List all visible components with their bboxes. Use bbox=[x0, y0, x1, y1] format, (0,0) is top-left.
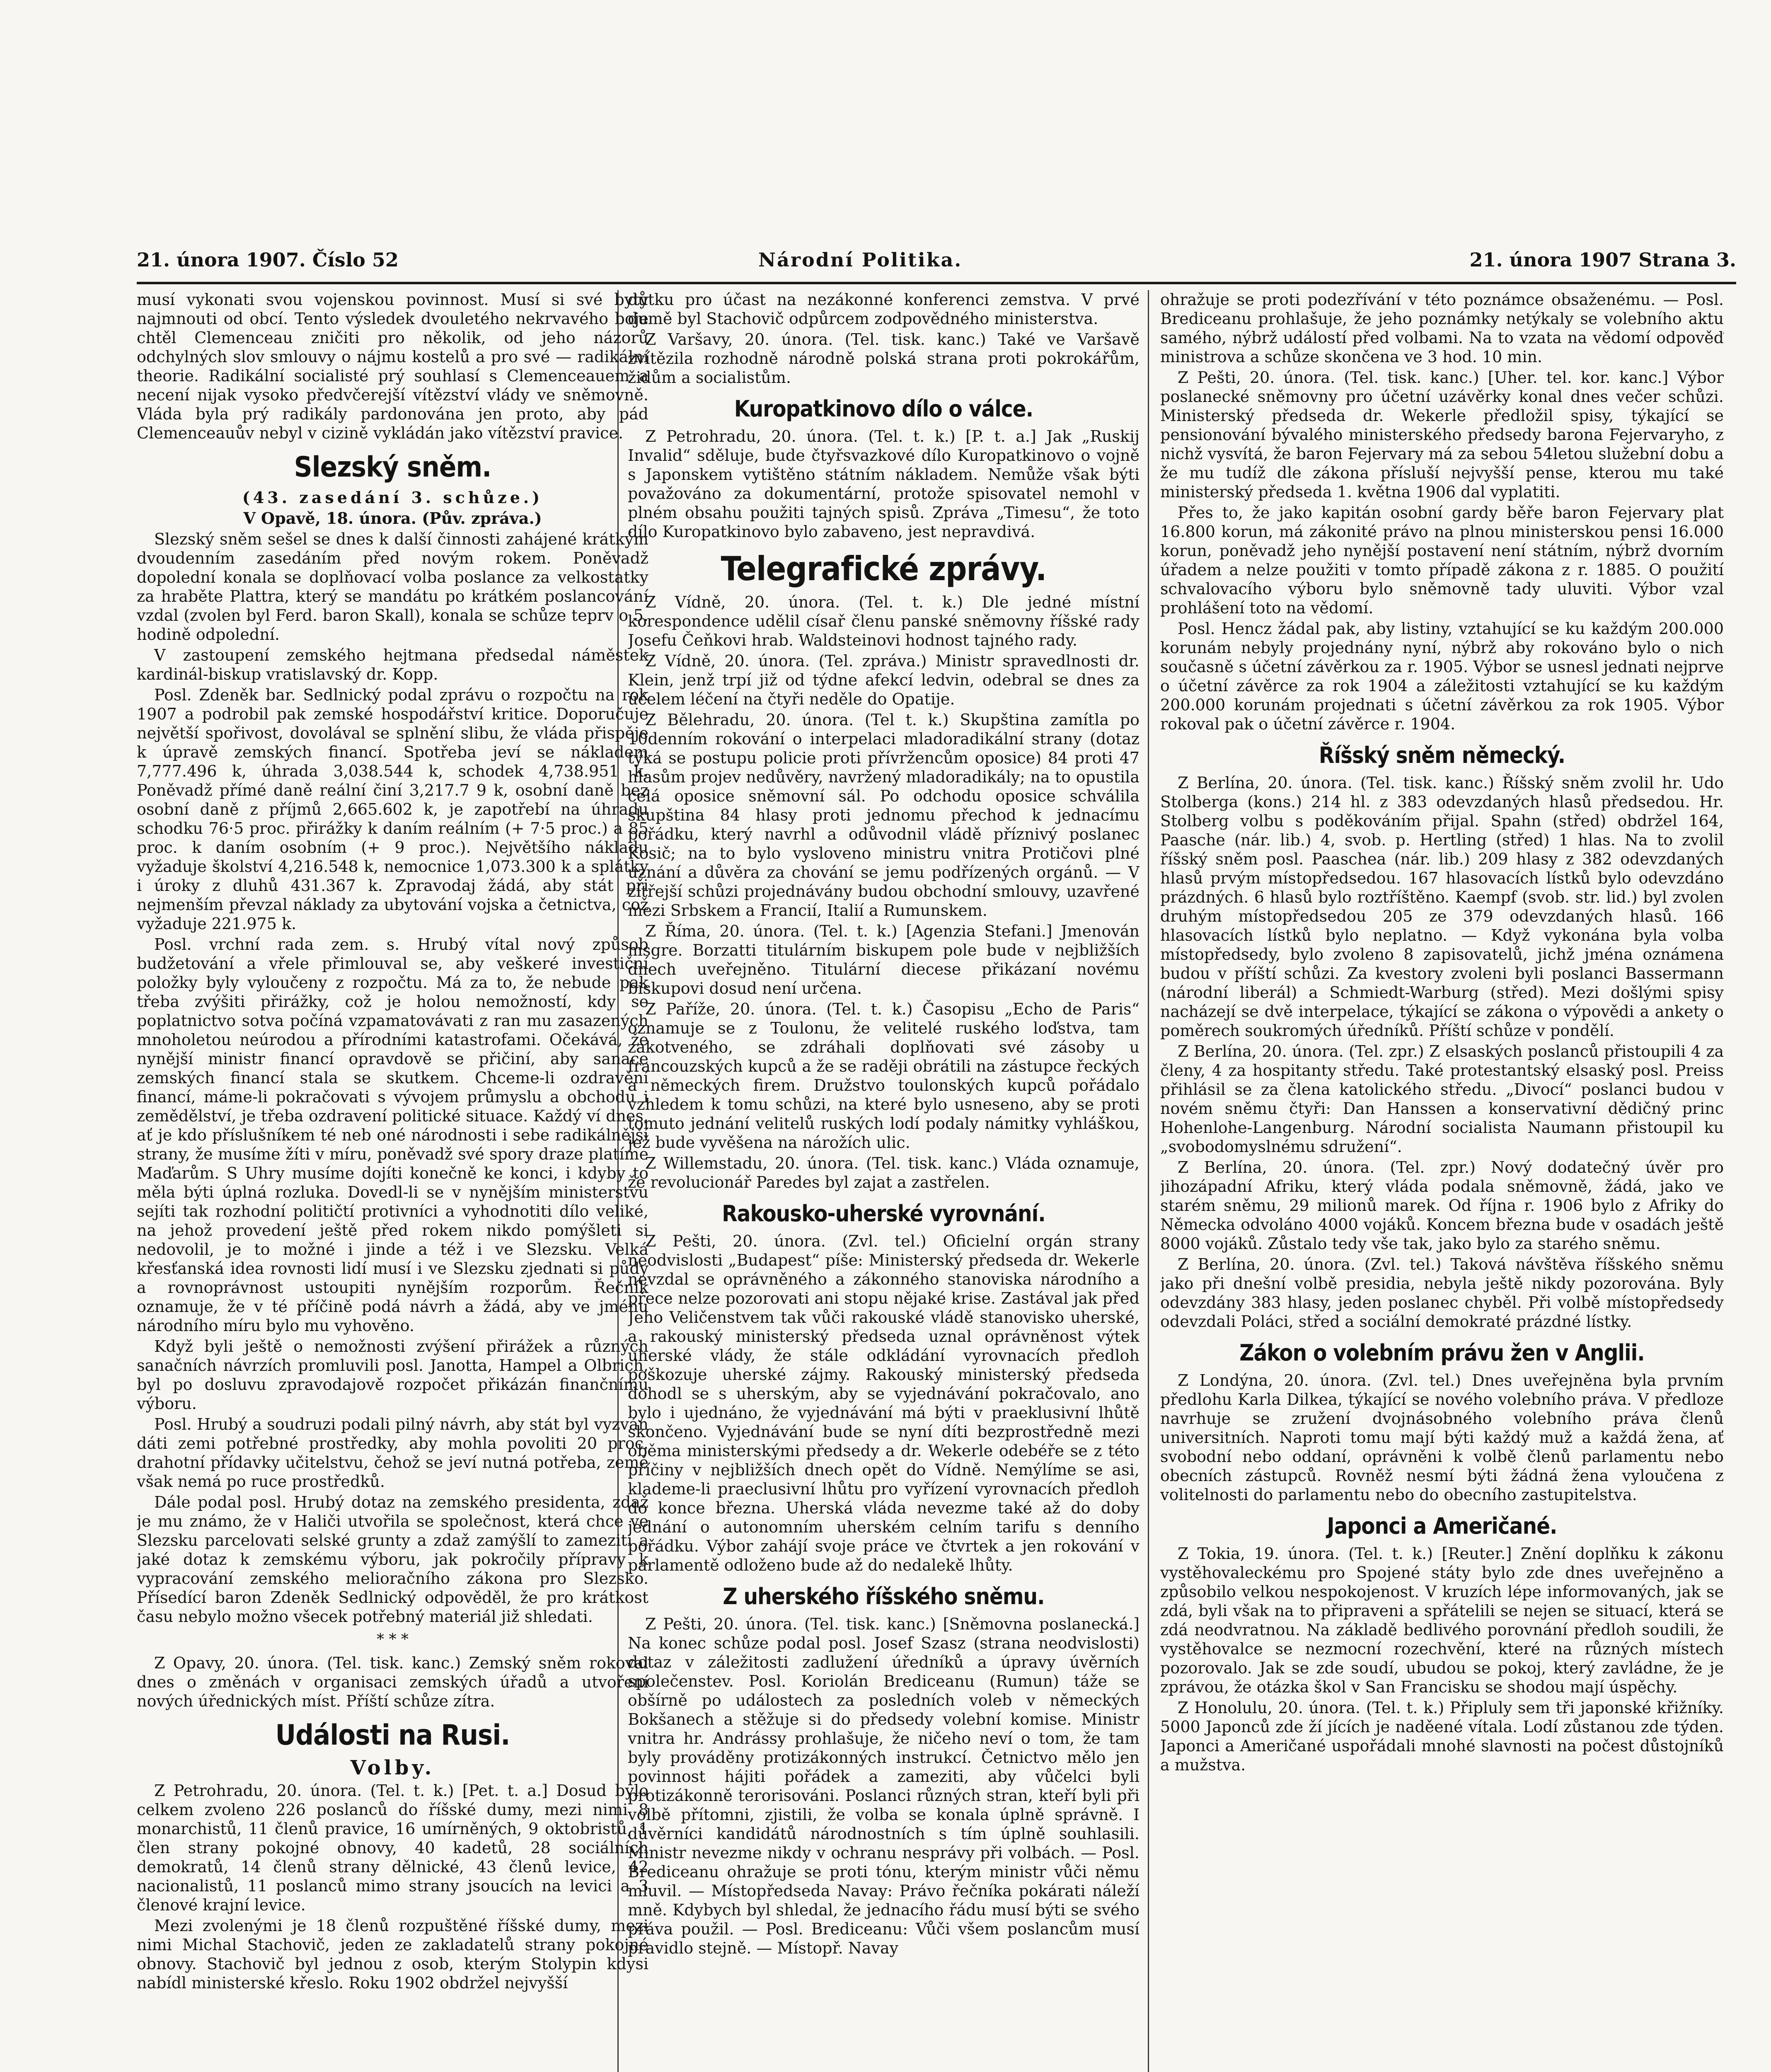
dateline: V Opavě, 18. února. (Pův. zpráva.) bbox=[243, 509, 542, 528]
article-paragraph: Z Vídně, 20. února. (Tel. zpráva.) Ministr spravedlnosti dr. Klein, jenž trpí již od týdne afekcí ledvin, odebral se dnes za účelem léčení na čtyři neděle do Opatije. bbox=[628, 652, 1140, 708]
article-paragraph: Mezi zvolenými je 18 členů rozpuštěné říšské dumy, mezi nimi Michal Stachovič, jeden ze zakladatelů strany pokojné obnovy. Stachovič byl jednou z osob, kterým Stolypin kdysi nabídl ministerské křeslo. Roku 1902 obdržel nejvyšší bbox=[137, 1917, 648, 1992]
page-header bbox=[137, 249, 1736, 274]
article-paragraph: Z Vídně, 20. února. (Tel. t. k.) Dle jedné místní korespondence udělil císař členu panské sněmovny říšské rady Josefu Čeňkovi hrab. Waldsteinovi hodnost tajného rady. bbox=[628, 593, 1140, 649]
article-paragraph: Z Pešti, 20. února. (Tel. tisk. kanc.) [Sněmovna poslanecká.] Na konec schůze podal posl. Josef Szasz (strana neodvislosti) dotaz v záležitosti zadlužení úředníků a úpravy úvěrních společenstev. Posl. Koriolán Brediceanu (Rumun) táže se obšírně po událostech za posledních voleb v německých Bokšanech a stěžuje si do předsedy volební komise. Ministr vnitra hr. Andrássy prohlašuje, že ničeho neví o tom, že tam byly prováděny protizákonných instrukcí. Četnictvo mělo jen povinnost hájiti pořádek a zameziti, aby vůčelci byli protizákonně terorisováni. Poslanci různých stran, kteří byli při volbě přítomni, zjistili, že volba se konala úplně správně. I důvěrníci kandidátů národnostních s tím úplně souhlasili. Ministr nevezme nikdy v ochranu nesprávy při volbách. — Posl. Brediceanu ohražuje se proti tónu, kterým ministr vůči němu mluvil. — Místopředseda Navay: Právo řečníka pokárati náleží mně. Kdybych byl shledal, že jednacího řádu musí býti se svého práva použil. — Posl. Brediceanu: Vůči všem poslancům musí pravidlo stejně. — Místopř. Navay bbox=[628, 1615, 1140, 1957]
section-heading-udalosti-na-rusi: Události na Rusi. bbox=[275, 1719, 510, 1752]
article-paragraph: Z Londýna, 20. února. (Zvl. tel.) Dnes uveřejněna byla prvním předlohu Karla Dilkea, týkající se nového volebního práva. V předloze navrhuje se zružení dvojnásobného volebního práva členů universitních. Naproti tomu mají býti každý muž a každá žena, ať svobodní nebo oddaní, oprávněni k volbě členů parlamentu nebo obecních zástupců. Rovněž nesmí býti žádná žena vyloučena z volitelnosti do parlamentu nebo do obecního zastupitelstva. bbox=[1160, 1371, 1724, 1504]
section-heading-zakon-o-volebnim-pravu-zen: Zákon o volebním právu žen v Anglii. bbox=[1239, 1340, 1645, 1366]
section-heading-risky-snem-nemecky: Říšský sněm německý. bbox=[1319, 742, 1565, 768]
article-paragraph: Z Berlína, 20. února. (Tel. tisk. kanc.) Říšský sněm zvolil hr. Udo Stolberga (kons.) 214 hl. z 383 odevzdaných hlasů předsedou. Hr. Stolberg volbu s poděkováním přijal. Spahn (střed) obdržel 164, Paasche (nár. lib.) 4, svob. p. Hertling (střed) 1 hlas. Na to zvolil říšský sněm posl. Paaschea (nár. lib.) 209 hlasy z 382 odevzdaných hlasů prvým místopředsedou. 167 hlasovacích lístků bylo odevzdáno prázdných. 6 hlasů bylo roztříštěno. Kaempf (svob. str. lid.) byl zvolen druhým místopředsedou 205 ze 379 odevzdaných hlasů. 166 hlasovacích lístků bylo neplatno. — Když vykonána byla volba místopředsedy, bylo zvoleno 8 zapisovatelů, jichž jména oznámena budou v příští schůzi. Za kvestory zvoleni byli poslanci Bassermann (národní liberál) a Schmiedt-Warburg (střed). Mezi došlými spisy nacházejí se dvě interpelace, týkající se zákona o výpovědi a ankety o poměrech soukromých úředníků. Příští schůze v pondělí. bbox=[1160, 774, 1724, 1040]
column-1 bbox=[137, 290, 648, 2072]
article-paragraph: musí vykonati svou vojenskou povinnost. Musí si své byty najmnouti od obcí. Tento výsledek dvouletého nekrvavého boje chtěl Clemenceau zničiti pro několik, od jeho názorů odchylných slov smlouvy o nájmu kostelů a pro své — radikální theorie. Radikální socialisté prý souhlasí s Clemenceauem a necení nijak vysoko předvčerejší vítězství vlády ve sněmovně. Vláda byla prý radikály pardonována jen proto, aby pád Clemenceauův nebyl v cizině vykládán jako vítězství pravice. bbox=[137, 290, 648, 442]
header-date-page: 21. února 1907 Strana 3. bbox=[1469, 249, 1736, 271]
header-rule bbox=[137, 282, 1736, 284]
column-3 bbox=[1160, 290, 1724, 2072]
article-paragraph: ohražuje se proti podezřívání v této poznámce obsaženému. — Posl. Brediceanu prohlašuje, že jeho poznámky netýkaly se volebního aktu samého, nýbrž událostí před volbami. Na to vzata na vědomí odpověď ministrova a schůze skončena ve 3 hod. 10 min. bbox=[1160, 290, 1724, 366]
article-paragraph: Z Willemstadu, 20. února. (Tel. tisk. kanc.) Vláda oznamuje, že revolucionář Paredes byl zajat a zastřelen. bbox=[628, 1154, 1140, 1191]
article-paragraph: Z Berlína, 20. února. (Zvl. tel.) Taková návštěva říšského sněmu jako při dnešní volbě presidia, nebyla ještě nikdy pozorována. Byly odevzdány 383 hlasy, jeden poslanec chyběl. Při volbě místopředsedy odevzdali Poláci, střed a sociální demokraté prázdné lístky. bbox=[1160, 1255, 1724, 1331]
article-paragraph: Z Varšavy, 20. února. (Tel. tisk. kanc.) Také ve Varšavě zvítězila rozhodně národně polská strana proti pokrokářům, židům a socialistům. bbox=[628, 330, 1140, 387]
article-paragraph: Z Honolulu, 20. února. (Tel. t. k.) Připluly sem tři japonské křižníky. 5000 Japonců zde ží jících je naděené vítala. Lodí zůstanou zde týden. Japonci a Američané uspořádali mnohé slavnosti na počest důstojníků a mužstva. bbox=[1160, 1699, 1724, 1774]
article-paragraph: Z Opavy, 20. února. (Tel. tisk. kanc.) Zemský sněm rokoval dnes o změnách v organisaci zemských úřadů a utvoření nových úřednických míst. Příští schůze zítra. bbox=[137, 1654, 648, 1710]
article-paragraph: Posl. vrchní rada zem. s. Hrubý vítal nový způsob budžetování a vřele přimlouval se, aby veškeré investiční položky byly vyloučeny z rozpočtu. Má za to, že nebude pak třeba zvýšiti přirážky, což je holou nemožností, kdy se poplatnictvo sotva počíná vzpamatovávati z ran mu zasazených mnoholetou neúrodou a přírodními katastrofami. Očekává, že nynější ministr financí opravdově se přičiní, aby sanace zemských financí stala se skutkem. Chceme-li ozdravění financí, máme-li pokračovati s vývojem průmyslu a obchodu i zemědělství, je třeba ozdravení politické situace. Každý ví dnes, ať je kdo příslušníkem té neb oné národnosti i sebe radikálnější strany, že musíme žíti v míru, poněvadž své spory draze platíme Maďarům. S Uhry musíme dojíti konečně ke konci, i kdyby to měla býti úplná rozluka. Dovedl-li se v nynějším ministerstvu sejíti tak rozhodní političtí protivníci a vyhodnotiti dílo veliké, na jehož provedení ještě před rokem nikdo pomýšleti si nedovolil, je to možné i jinde a též i ve Slezsku. Velká křesťanská idea rovnosti lidí musí i ve Slezsku zjednati si půdy a rovnoprávnost ustoupiti nynějším rozporům. Řečník oznamuje, že v té příčině podá návrh a žádá, aby ve jménu národního míru bylo mu vyhověno. bbox=[137, 935, 648, 1335]
header-date-issue: 21. února 1907. Číslo 52 bbox=[137, 249, 399, 271]
section-separator-stars: * * * bbox=[377, 1631, 409, 1648]
article-paragraph: Když byli ještě o nemožnosti zvýšení přirážek a různých sanačních návrzích promluvili posl. Janotta, Hampel a Olbrich, byl po dosluvu zpravodajově rozpočet přikázán finančnímu výboru. bbox=[137, 1337, 648, 1413]
article-paragraph: Dále podal posl. Hrubý dotaz na zemského presidenta, zdaž je mu známo, že v Haliči utvořila se společnost, která chce ve Slezsku parcelovati selské grunty a zdaž zamýšlí to zameziti a jaké dotaz k zemskému výboru, jak pokročily přípravy k vypracování zemského melioračního zákona pro Slezsko. Přísedící baron Zdeněk Sedlnický odpověděl, že pro krátkost času nebylo možno všecek potřebný materiál již shledati. bbox=[137, 1493, 648, 1626]
section-heading-slezsky-snem: Slezský sněm. bbox=[294, 451, 491, 484]
article-paragraph: důtku pro účast na nezákonné konferenci zemstva. V prvé dumě byl Stachovič odpůrcem zodpovědného ministerstva. bbox=[628, 290, 1140, 328]
article-paragraph: Z Tokia, 19. února. (Tel. t. k.) [Reuter.] Znění doplňku k zákonu vystěhovaleckému pro Spojené státy bylo zde dnes uveřejněno a způsobilo velkou nespokojenost. V kruzích lépe informovaných, jak se zdá, byli však na to připraveni a spřátelili se nejen se situací, která se zdá neodvratnou. Na základě bedlivého porovnání předloh soudili, že vystěhovalce se nezmocní rozechvění, které na různých místech pozorovalo. Jak se zde soudí, ubudou se pokoj, který zavládne, že je zprávou, že otázka škol v San Francisku se shodou mají úspěchy. bbox=[1160, 1544, 1724, 1696]
article-paragraph: Z Berlína, 20. února. (Tel. zpr.) Z elsaských poslanců přistoupili 4 za členy, 4 za hospitanty středu. Také protestantský elsaský posl. Preiss přihlásil se za člena katolického středu. „Divocí“ poslanci budou v novém sněmu čtyři: Dan Hanssen a konservativní dědičný princ Hohenlohe-Langenburg. Národní socialista Naumann přistoupil ku „svobodomyslnému sdružení“. bbox=[1160, 1042, 1724, 1156]
session-subheading: (43. zasedání 3. schůze.) bbox=[242, 488, 543, 507]
article-paragraph: Posl. Zdeněk bar. Sedlnický podal zprávu o rozpočtu na rok 1907 a podrobil pak zemské hospodářství kritice. Doporučuje největší spořivost, dovolával se splnění slibu, že vláda přispěje k úpravě zemských financí. Spotřeba jeví se nákladem 7,777.496 k, úhrada 3,038.544 k, schodek 4,738.951 k. Poněvadž přímé daně reální činí 3,217.7 9 k, osobní daně bez osobní daně z příjmů 2,665.602 k, je zapotřebí na úhradu schodku 76·5 proc. přirážky k daním reálním (+ 7·5 proc.) a 85 proc. k daním osobním (+ 9 proc.). Největšího nákladu vyžaduje školství 4,216.548 k, nemocnice 1,073.300 k a splátky i úroky z dluhů 431.367 k. Zpravodaj žádá, aby stát při nejmenším převzal náklady za ubytování vojska a četnictva, což vyžaduje 221.975 k. bbox=[137, 686, 648, 933]
article-paragraph: V zastoupení zemského hejtmana předsedal náměstek kardinál-biskup vratislavský dr. Kopp. bbox=[137, 646, 648, 683]
article-paragraph: Slezský sněm sešel se dnes k další činnosti zahájené krátkým dvoudenním zasedáním před novým rokem. Poněvadž dopolední konala se doplňovací volba poslance za velkostatky za hraběte Plattra, který se mandátu po krátkém poslancování vzdal (zvolen byl Ferd. baron Skall), konala se schůze teprv o 5. hodině odpolední. bbox=[137, 530, 648, 644]
article-paragraph: Z Říma, 20. února. (Tel. t. k.) [Agenzia Stefani.] Jmenován msgre. Borzatti titulárním biskupem pole bude v nejbližších dnech uveřejněno. Titulární diecese přikázaní novému biskupovi dosud není určena. bbox=[628, 922, 1140, 997]
section-heading-rakousko-uherske-vyrovnani: Rakousko-uherské vyrovnání. bbox=[722, 1201, 1045, 1227]
section-heading-kuropatkin: Kuropatkinovo dílo o válce. bbox=[734, 396, 1033, 422]
section-heading-uhersky-snem: Z uherského říšského sněmu. bbox=[723, 1583, 1045, 1610]
article-paragraph: Z Petrohradu, 20. února. (Tel. t. k.) [P. t. a.] Jak „Ruskij Invalid“ sděluje, bude čtyřsvazkové dílo Kuropatkinovo o vojně s Japonskem vytištěno státním nákladem. Nemůže však býti považováno za dokumentární, protože spisovatel nemohl v plném obsahu použiti tajných spisů. Zpráva „Timesu“, že toto dílo Kuropatkinovo bylo zabaveno, jest nepravdivá. bbox=[628, 427, 1140, 541]
section-heading-telegraficke-zpravy: Telegrafické zprávy. bbox=[721, 549, 1047, 588]
column-2 bbox=[628, 290, 1140, 2072]
header-masthead: Národní Politika. bbox=[758, 249, 963, 271]
subheading-volby: Volby. bbox=[350, 1756, 435, 1779]
article-paragraph: Posl. Hrubý a soudruzi podali pilný návrh, aby stát byl vyzván dáti zemi potřebné prostředky, aby mohla povoliti 20 proc. drahotní přídavky učitelstvu, čehož se jeví nutná potřeba, země však nemá po ruce prostředků. bbox=[137, 1415, 648, 1491]
article-paragraph: Z Berlína, 20. února. (Tel. zpr.) Nový dodatečný úvěr pro jihozápadní Afriku, který vláda podala sněmovně, žádá, jako ve starém sněmu, 29 milionů marek. Od října r. 1906 bylo z Afriky do Německa odvoláno 4000 vojáků. Koncem března bude v osadách ještě 8000 vojáků. Zůstalo tedy vše tak, jako bylo za starého sněmu. bbox=[1160, 1158, 1724, 1253]
article-paragraph: Z Bělehradu, 20. února. (Tel t. k.) Skupština zamítla po 10denním rokování o interpelaci mladoradikální strany (dotaz týká se postupu policie proti přívržencům oposice) 84 proti 47 hlasům projev nedůvěry, navržený mladoradikály; na to opustila celá oposice sněmovní sál. Po odchodu oposice schválila skupština 84 hlasy proti jednomu přechod k jednacímu pořádku, který navrhl a odůvodnil vládě příznivý poslanec Kosič; na to bylo vysloveno ministru vnitra Protičovi plné uznání a důvěra za chování se jemu podřízených orgánů. — V zítřejší schůzi projednávány budou obchodní smlouvy, uzavřené mezi Srbskem a Francií, Italií a Rumunskem. bbox=[628, 711, 1140, 920]
article-paragraph: Z Pešti, 20. února. (Zvl. tel.) Oficielní orgán strany neodvislosti „Budapest“ píše: Ministerský předseda dr. Wekerle nevzdal se oprávněného a zákonného stanoviska národního a přece nelze pozorovati ani stopu nějaké krise. Zastával jak před Jeho Veličenstvem tak vůči rakouské vládě stanovisko uherské, a rakouský ministerský předseda uznal oprávněnost výtek uherské vlády, že stále odkládání vyrovnacích předloh poškozuje uherské zájmy. Rakouský ministerský předseda dohodl se s uherským, aby se vyjednávání pokračovalo, ano bylo i ujednáno, že vyjednávání má býti v praeklusivní lhůtě skončeno. Vyjednávání bude se nyní díti bezprostředně mezi oběma ministerskými předsedy a dr. Wekerle odebéře se z této příčiny v nejbližších dnech opět do Vídně. Nemýlíme se asi, klademe-li praeclusivní lhůtu pro vyřízení vyrovnacích předloh do konce března. Uherská vláda nevezme také až do doby jednání o autonomním uherském celním tarifu s denního pořádku. Výbor zahájí svoje práce ve čtvrtek a jen rokování v parlamentě odloženo bude až do nedalekě lhůty. bbox=[628, 1232, 1140, 1574]
article-paragraph: Posl. Hencz žádal pak, aby listiny, vztahující se ku každým 200.000 korunám nebyly projednány nyní, nýbrž aby rokováno bylo o nich současně s účetní závěrkou za r. 1905. Výbor se usnesl jednati nejprve o účetní závěrce za rok 1904 a záležitosti vztahující se ku každým 200.000 korunám projednati s účetní závěrkou za rok 1905. Výbor rokoval pak o účetní závěrce r. 1904. bbox=[1160, 620, 1724, 733]
article-paragraph: Z Petrohradu, 20. února. (Tel. t. k.) [Pet. t. a.] Dosud bylo celkem zvoleno 226 poslanců do říšské dumy, mezi nimi 8 monarchistů, 11 členů pravice, 16 umírněných, 9 oktobristů, 1 člen strany pokojné obnovy, 40 kadetů, 28 sociálních demokratů, 14 členů strany dělnické, 43 členů levice, 42 nacionalistů, 11 poslanců mimo strany jsoucích na levici a 3 členové krajní levice. bbox=[137, 1782, 648, 1914]
article-paragraph: Přes to, že jako kapitán osobní gardy běře baron Fejervary plat 16.800 korun, má zákonité právo na plnou ministerskou pensi 16.000 korun, poněvadž jeho nynější postavení není státním, nýbrž dvorním úřadem a nelze použiti v tomto případě zákona z r. 1885. O použití schvalovacího výboru bylo sněmovně tady uluviti. Výbor vzal prohlášení toto na vědomí. bbox=[1160, 503, 1724, 617]
section-heading-japonci-a-americane: Japonci a Američané. bbox=[1327, 1513, 1557, 1539]
column-divider bbox=[1148, 290, 1149, 2072]
article-paragraph: Z Paříže, 20. února. (Tel. t. k.) Časopisu „Echo de Paris“ oznamuje se z Toulonu, že velitelé ruského loďstva, tam zakotveného, se zdráhali doplňovati své zásoby u francouzských kupců a že se raději obrátili na zástupce řeckých a německých firem. Družstvo toulonských kupců pořádalo vzhledem k tomu schůzi, na které bylo usneseno, aby se proti tomuto jednání velitelů ruských lodí podaly námitky vyhláškou, jež bude vyvěšena na nárožích ulic. bbox=[628, 1000, 1140, 1152]
article-paragraph: Z Pešti, 20. února. (Tel. tisk. kanc.) [Uher. tel. kor. kanc.] Výbor poslanecké sněmovny pro účetní uzávěrky konal dnes večer schůzi. Ministerský předseda dr. Wekerle předložil spisy, týkající se pensionování bývalého ministerského předsedy barona Fejervaryho, z nichž vysvítá, že baron Fejervary má za sebou 54letou služební dobu a že mu tudíž dle zákona přísluší nejvyšší pense, kterou mu také ministerský předseda 1. května 1906 dal vyplatiti. bbox=[1160, 368, 1724, 501]
